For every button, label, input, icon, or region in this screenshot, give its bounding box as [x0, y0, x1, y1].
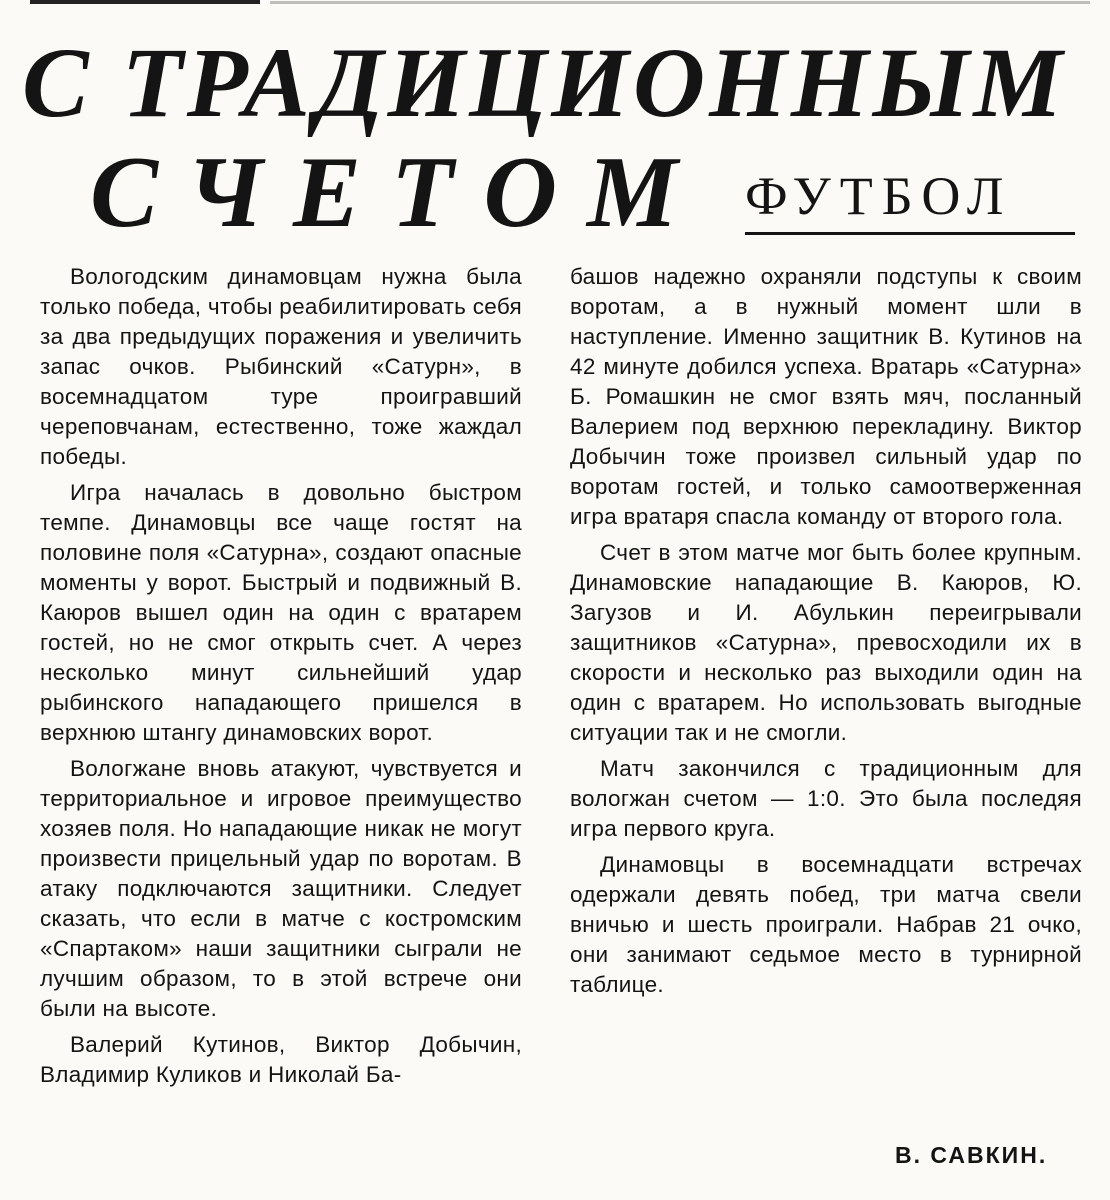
paragraph: Динамовцы в восемнадцати встречах одержали девять побед, три матча свели вничью и шесть проиграли. Набрав 21 очко, они занимают седьмое место в турнирной таблице. [570, 852, 1082, 997]
article-column-right [570, 262, 1082, 1006]
headline [0, 0, 1110, 249]
paragraph: башов надежно охраняли подступы к своим воротам, а в нужный момент шли в наступление. Именно защитник В. Кутинов на 42 минуте добился успеха. Вратарь «Сатурна» Б. Ромашкин не смог взять мяч, посланный Валерием под верхнюю перекладину. Виктор Добычин тоже произвел сильный удар по воротам гостей, и только самоотверженная игра вратаря спасла команду от второго гола. [570, 264, 1082, 529]
paragraph: Вологжане вновь атакуют, чувствуется и территориальное и игровое преимущество хозяев поля. Но нападающие никак не могут произвести прицельный удар по воротам. В атаку подключаются защитники. Следует сказать, что если в матче с костромским «Спартаком» наши защитники сыграли не лучшим образом, то в этой встрече они были на высоте. [40, 756, 522, 1021]
paragraph: Валерий Кутинов, Виктор Добычин, Владимир Куликов и Николай Ба- [40, 1032, 522, 1087]
headline-line-1: С ТРАДИЦИОННЫМ [22, 27, 1067, 138]
rubric-label: ФУТБОЛ [745, 166, 1075, 235]
article-column-left [40, 262, 522, 1096]
author-signature: В. САВКИН. [895, 1142, 1048, 1168]
paragraph: Вологодским динамовцам нужна была только победа, чтобы реабилитировать себя за два предыдущих поражения и увеличить запас очков. Рыбинский «Сатурн», в восемнадцатом туре проигравший череповчанам, естественно, тоже жаждал победы. [40, 264, 522, 469]
headline-line-2: СЧЕТОМ [90, 136, 708, 249]
paragraph: Счет в этом матче мог быть более крупным. Динамовские нападающие В. Каюров, Ю. Загузов и И. Абулькин переигрывали защитников «Сатурна», превосходили их в скорости и несколько раз выходили один на один с вратарем. Но использовать выгодные ситуации так и не смогли. [570, 540, 1082, 745]
paragraph: Матч закончился с традиционным для вологжан счетом — 1:0. Это была последяя игра первого круга. [570, 756, 1082, 841]
paragraph: Игра началась в довольно быстром темпе. Динамовцы все чаще гостят на половине поля «Сатурна», создают опасные моменты у ворот. Быстрый и подвижный В. Каюров вышел один на один с вратарем гостей, но не смог открыть счет. А через несколько минут сильнейший удар рыбинского нападающего пришелся в верхнюю штангу динамовских ворот. [40, 480, 522, 745]
